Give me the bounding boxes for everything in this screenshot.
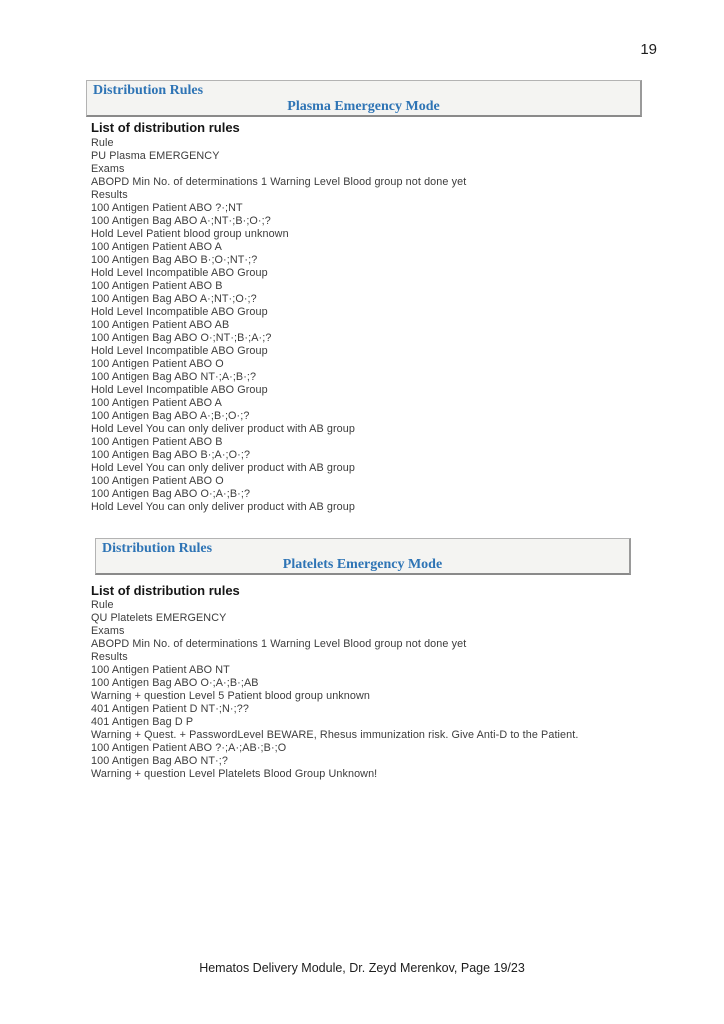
rule-line: 401 Antigen Patient D NT·;N·;?? (91, 703, 249, 715)
rule-line: 100 Antigen Patient ABO B (91, 436, 223, 448)
rule-line: 100 Antigen Bag ABO A·;NT·;O·;? (91, 293, 257, 305)
rule-line: Rule (91, 137, 114, 149)
rule-line: Warning + question Level Platelets Blood Group Unknown! (91, 768, 378, 780)
platelets-box-title: Distribution Rules (102, 541, 213, 556)
rule-line: Results (91, 651, 128, 663)
plasma-box-title: Distribution Rules (93, 83, 204, 98)
rule-line: QU Platelets EMERGENCY (91, 612, 227, 624)
rule-line: 100 Antigen Bag ABO O·;NT·;B·;A·;? (91, 332, 272, 344)
rule-line: 100 Antigen Bag ABO B·;A·;O·;? (91, 449, 251, 461)
rule-line: 100 Antigen Patient ABO B (91, 280, 223, 292)
rule-line: Hold Level Patient blood group unknown (91, 228, 289, 240)
rule-line: Rule (91, 599, 114, 611)
rule-line: PU Plasma EMERGENCY (91, 150, 220, 162)
rule-line: 100 Antigen Patient ABO A (91, 397, 222, 409)
rule-line: 100 Antigen Patient ABO O (91, 475, 224, 487)
rule-line: 401 Antigen Bag D P (91, 716, 194, 728)
platelets-rules-header-box (95, 538, 631, 575)
rule-line: Hold Level Incompatible ABO Group (91, 345, 268, 357)
rule-line: 100 Antigen Bag ABO NT·;? (91, 755, 228, 767)
rule-line: ABOPD Min No. of determinations 1 Warning Level Blood group not done yet (91, 638, 467, 650)
rule-line: Results (91, 189, 128, 201)
rule-line: Warning + question Level 5 Patient blood group unknown (91, 690, 371, 702)
rule-line: Hold Level Incompatible ABO Group (91, 384, 268, 396)
plasma-rule-list (91, 137, 466, 514)
rule-line: Hold Level You can only deliver product with AB group (91, 462, 355, 474)
rule-line: ABOPD Min No. of determinations 1 Warning Level Blood group not done yet (91, 176, 467, 188)
rule-line: 100 Antigen Bag ABO O·;A·;B·;AB (91, 677, 259, 689)
rule-line: Hold Level Incompatible ABO Group (91, 267, 268, 279)
rule-line: 100 Antigen Patient ABO A (91, 241, 222, 253)
rule-line: 100 Antigen Patient ABO NT (91, 664, 230, 676)
page-footer: Hematos Delivery Module, Dr. Zeyd Merenkov, Page 19/23 (199, 961, 525, 975)
platelets-list-heading: List of distribution rules (91, 583, 240, 598)
plasma-rules-header-box (86, 80, 642, 117)
rule-line: 100 Antigen Patient ABO O (91, 358, 224, 370)
rule-line: Hold Level You can only deliver product with AB group (91, 501, 355, 513)
rule-line: Warning + Quest. + PasswordLevel BEWARE, Rhesus immunization risk. Give Anti-D to the Patient. (91, 729, 579, 741)
rule-line: Exams (91, 163, 125, 175)
rule-line: 100 Antigen Bag ABO NT·;A·;B·;? (91, 371, 257, 383)
platelets-rule-list (91, 599, 578, 781)
rule-line: 100 Antigen Bag ABO O·;A·;B·;? (91, 488, 251, 500)
rule-line: 100 Antigen Bag ABO B·;O·;NT·;? (91, 254, 258, 266)
rule-line: 100 Antigen Patient ABO ?·;A·;AB·;B·;O (91, 742, 287, 754)
rule-line: Hold Level You can only deliver product with AB group (91, 423, 355, 435)
rule-line: 100 Antigen Bag ABO A·;NT·;B·;O·;? (91, 215, 271, 227)
plasma-list-heading: List of distribution rules (91, 120, 240, 135)
rule-line: Hold Level Incompatible ABO Group (91, 306, 268, 318)
rule-line: 100 Antigen Patient ABO ?·;NT (91, 202, 243, 214)
plasma-box-subtitle: Plasma Emergency Mode (287, 99, 440, 114)
platelets-box-subtitle: Platelets Emergency Mode (282, 557, 443, 572)
rule-line: Exams (91, 625, 125, 637)
page-number: 19 (640, 41, 657, 58)
rule-line: 100 Antigen Patient ABO AB (91, 319, 230, 331)
rule-line: 100 Antigen Bag ABO A·;B·;O·;? (91, 410, 250, 422)
